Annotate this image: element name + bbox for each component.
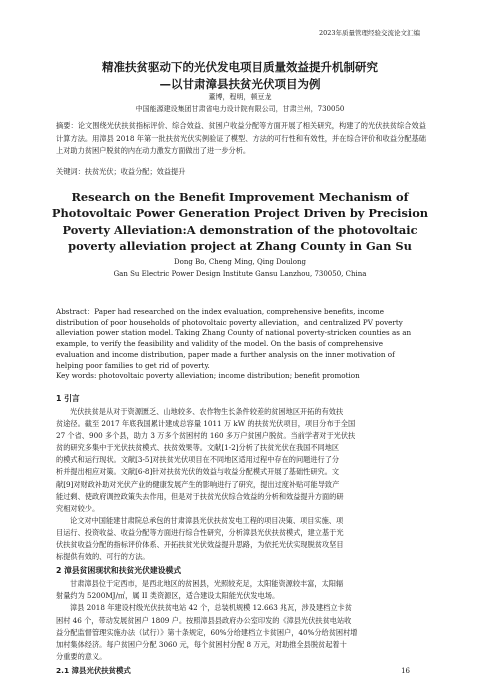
abstract-en <box>56 307 426 371</box>
abstract-en-line: example, to verify the feasibility and validity of the model. On the basis of comprehensive <box>56 339 383 349</box>
body-line: 射量约为 5200MJ/㎡，属 II 类资源区，适合建设太阳能光伏发电场。 <box>56 591 280 601</box>
affiliation-en: Gan Su Electric Power Design Institute Gansu Lanzhou, 730050, China <box>113 270 367 278</box>
body-line: 困村 46 个，带动发展贫困户 1809 户。按照漳县县政府办公室印发的《漳县光伏扶贫电站收 <box>56 615 352 625</box>
body-line: 究相对较少。 <box>56 503 100 513</box>
title-cn-line1: 精准扶贫驱动下的光伏发电项目质量效益提升机制研究 <box>102 60 378 74</box>
keywords-cn-label: 关键词： <box>56 167 85 176</box>
keywords-en: Key words: photovoltaic poverty alleviation; income distribution; benefit promotion <box>56 371 360 380</box>
body-line: 贫途径。截至 2017 年底我国累计建成总容量 1011 万 kW 的扶贫光伏项目，项目分布于全国 <box>56 419 356 429</box>
section-heading-intro: 1 引言 <box>56 394 80 403</box>
body-line: 的模式和运行现状。文献[3-5]对扶贫光伏项目在不同地区适用过程中存在的问题进行了分 <box>56 455 340 465</box>
title-en-line: Photovoltaic Power Generation Project Driven by Precision <box>51 206 429 221</box>
body-line: 析并提出相应对策。文献[6-8]针对扶贫光伏的效益与收益分配模式开展了基础性研究。文 <box>56 467 340 477</box>
body-line: 目运行、投资收益、收益分配等方面进行综合性研究，分析漳县光伏扶贫模式，建立基于光 <box>56 528 344 538</box>
body-line: 漳县 2018 年建设村级光伏扶贫电站 42 个，总装机规模 12.663 兆瓦，涉及建档立卡贫 <box>70 603 352 613</box>
abstract-en-line: alleviation power station model. Taking Zhang County of national poverty-stricken counties as an <box>56 328 412 338</box>
abstract-cn-label: 摘要： <box>56 121 78 130</box>
title-en-line: poverty alleviation project at Zhang County in Gan Su <box>68 238 412 253</box>
abstract-en-line: evaluation and income distribution, paper made a further analysis on the inner motivation of <box>56 349 395 359</box>
body-line: 光伏扶贫是从对于资源匮乏、山地较多、农作物生长条件较差的贫困地区开拓的有效扶 <box>70 407 344 416</box>
title-en <box>0 189 480 254</box>
body-line: 益分配监督管理实施办法（试行）》第十条规定，60%分给建档立卡贫困户，40%分给贫困村增 <box>56 627 358 637</box>
authors-cn: 董博，程明，顿豆龙 <box>208 93 272 101</box>
abstract-cn-text: 论文围绕光伏扶贫指标评价、综合效益、贫困户收益分配等方面开展了相关研究，构建了的光伏扶贫综合效益计算方法。用漳县 2018 年第一批扶贫光伏实例验证了模型、方法的可行性和有效性，并在综合评价和收益分配基础上对助力贫困户脱贫的内在动力激发方面做出了进一步分析。 <box>56 121 426 156</box>
affiliation-cn: 中国能源建设集团甘肃省电力设计院有限公司，甘肃兰州，730050 <box>135 105 345 113</box>
abstract-en-line: Abstract：Paper had researched on the index evaluation, comprehensive benefits, income <box>56 307 385 316</box>
page-number: 16 <box>401 667 410 675</box>
body-line: 甘肃漳县位于定西市，是西北地区的贫困县，光照较充足，太阳能资源较丰富，太阳辐 <box>70 579 344 588</box>
body-line: 27 个省、900 多个县，助力 3 万多个贫困村的 160 多万户贫困户脱贫。当前学者对于光伏扶 <box>56 431 356 441</box>
section-heading-2: 2 漳县贫困现状和扶贫光伏建设模式 <box>56 566 182 575</box>
title-en-line: Research on the Benefit Improvement Mechanism of <box>71 190 409 204</box>
authors-en: Dong Bo, Cheng Ming, Qing Doulong <box>174 258 306 266</box>
keywords-cn <box>56 167 185 177</box>
body-line: 加村集体经济。每户贫困户分配 3060 元，每个贫困村分配 8 万元，对助推全县脱贫起着十 <box>56 640 347 650</box>
abstract-en-line: distribution of poor households of photovoltaic poverty alleviation，and centralized PV poverty <box>56 317 403 327</box>
body-line: 献[9]对财政补助对光伏产业的健康发展产生的影响进行了研究，提出过度补贴可能导致产 <box>56 479 340 489</box>
body-line: 能过剩、使政府调控政策失去作用，但是对于扶贫光伏综合效益的分析和效益提升方面的研 <box>56 491 344 501</box>
intro-paragraph-1 <box>56 406 426 515</box>
body-line: 论文对中国能建甘肃院总承包的甘肃漳县光伏扶贫发电工程的项目决策、项目实施、项 <box>70 516 344 525</box>
body-line: 标提供有效的、可行的方法。 <box>56 552 150 562</box>
title-cn-line2: —以甘肃漳县扶贫光伏项目为例 <box>159 77 321 91</box>
title-en-line: Poverty Alleviation:A demonstration of the photovoltaic <box>62 222 418 237</box>
section-heading-2-1: 2.1 漳县光伏扶贫模式 <box>56 666 131 675</box>
body-line: 贫的研究多集中于光伏扶贫模式、扶贫效果等。文献[1-2]分析了扶贫光伏在我国不同地区 <box>56 443 340 453</box>
body-line: 分重要的意义。 <box>56 652 107 662</box>
section2-paragraph <box>56 578 426 663</box>
abstract-en-line: helping poor families to get rid of poverty. <box>56 360 210 370</box>
body-line: 伏扶贫收益分配的指标评价体系、开拓扶贫光伏效益提升思路，为依托光伏实现脱贫攻坚目 <box>56 540 344 550</box>
intro-paragraph-2 <box>56 515 426 563</box>
abstract-cn <box>56 120 426 158</box>
keywords-cn-text: 扶贫光伏；收益分配；效益提升 <box>84 167 186 176</box>
running-header: 2023年质量管理经验交流论文汇编 <box>318 29 420 37</box>
